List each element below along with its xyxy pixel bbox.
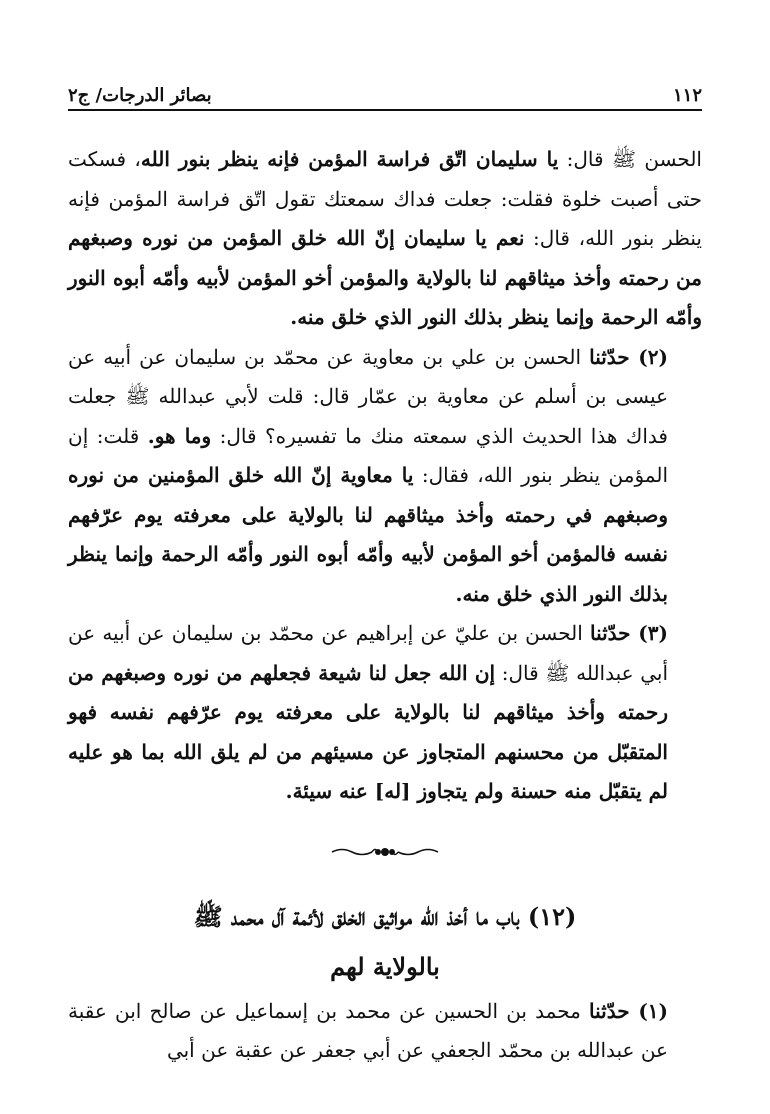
quote-text: نعم يا سليمان إنّ الله خلق المؤمن من نوره وصبغهم من رحمته وأخذ ميثاقهم لنا بالولاية والمؤمن أخو المؤمن لأبيه وأمّه أبوه النور وأمّه الرحمة وإنما ينظر بذلك النور الذي خلق منه.	[68, 226, 702, 329]
page-body	[68, 140, 702, 1071]
ornament-icon	[330, 845, 440, 859]
paragraph-text: الحسن بن علي بن معاوية عن محمّد بن سليمان عن أبيه عن عيسى بن أسلم عن معاوية بن عمّار قال: قلت لأبي عبدالله ﷺ جعلت فداك هذا الحديث الذي سمعته منك ما تفسيره؟ قال:	[68, 344, 668, 448]
chapter-title	[68, 892, 702, 992]
hadith-1	[68, 992, 702, 1071]
paragraph-text: الحسن ﷺ قال:	[558, 147, 702, 171]
page-header	[68, 74, 702, 106]
quote-text: إن الله جعل لنا شيعة فجعلهم من نوره وصبغهم من رحمته وأخذ ميثاقهم لنا بالولاية على معرفته يوم عرّفهم نفسه فهو المتقبّل من محسنهم المتجاوز عن مسيئهم من لم يلق الله بما هو عليه لم يتقبّل منه حسنة ولم يتجاوز [له] عنه سيئة.	[68, 660, 668, 803]
header-rule	[68, 109, 702, 111]
quote-text: يا سليمان اتّق فراسة المؤمن فإنه ينظر بنور الله	[140, 147, 559, 171]
chapter-title-line-1: (١٢) باب ما أخذ الله مواثيق الخلق لأئمة آل محمد ﷺ	[193, 901, 577, 931]
chapter-title-line-2: بالولاية لهم	[330, 951, 440, 981]
hadith-number: (٢) حدّثنا	[589, 344, 668, 369]
page-number: ١١٢	[672, 85, 702, 106]
hadith-2	[68, 338, 702, 615]
quote-text: يا معاوية إنّ الله خلق المؤمنين من نوره وصبغهم في رحمته وأخذ ميثاقهم لنا بالولاية على معرفته يوم عرّفهم نفسه فالمؤمن أخو المؤمن لأبيه وأمّه أبوه النور وأمّه الرحمة وإنما ينظر بذلك النور الذي خلق منه.	[68, 463, 668, 606]
paragraph-text: ، فسكت حتى أصبت خلوة فقلت: جعلت فداك سمعتك تقول اتّق فراسة المؤمن فإنه ينظر بنور الله، قال:	[68, 147, 702, 250]
hadith-number: (١) حدّثنا	[589, 998, 669, 1023]
paragraph-continued	[68, 140, 702, 338]
quote-text: وما هو.	[147, 423, 212, 448]
hadith-3	[68, 614, 702, 812]
paragraph-text: محمد بن الحسين عن محمد بن إسماعيل عن صالح ابن عقبة عن عبدالله بن محمّد الجعفي عن أبي جعفر عن عقبة عن أبي	[68, 998, 668, 1062]
hadith-number: (٣) حدّثنا	[589, 621, 668, 645]
running-title: بصائر الدرجات/ ج٢	[68, 85, 212, 106]
section-ornament	[68, 812, 702, 892]
paragraph-text: الحسن بن عليّ عن إبراهيم عن محمّد بن سليمان عن أبيه عن أبي عبدالله ﷺ قال:	[68, 621, 668, 685]
paragraph-text: قلت: إن المؤمن ينظر بنور الله، فقال:	[68, 423, 668, 487]
